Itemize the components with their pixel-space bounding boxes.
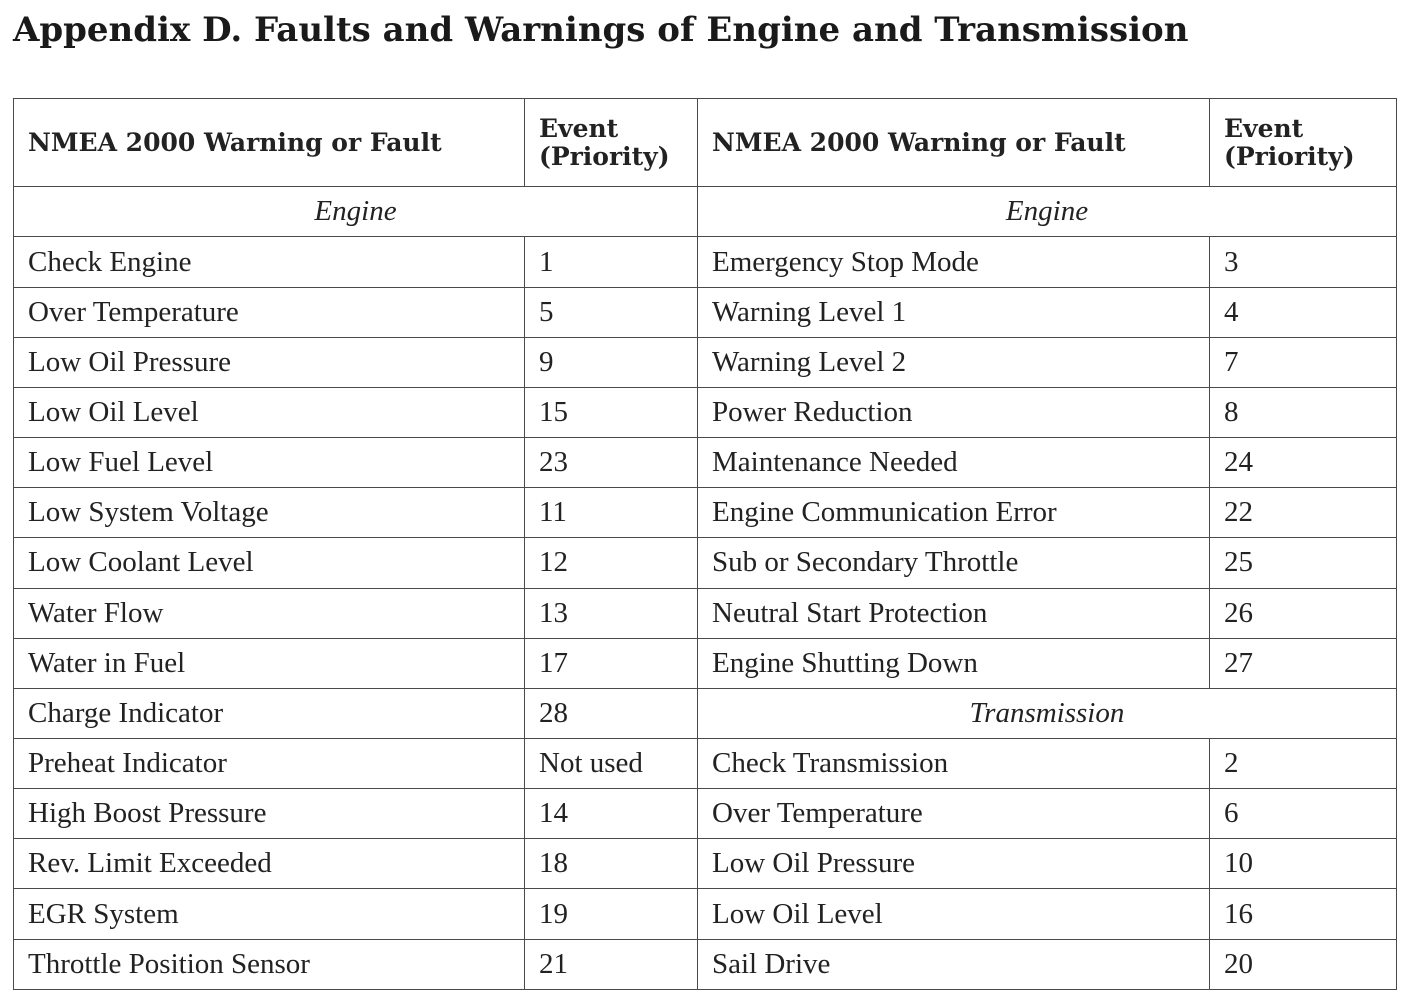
table-body — [14, 99, 1397, 990]
table-row — [14, 789, 1397, 839]
event-cell-right: 16 — [1210, 889, 1397, 939]
table-row — [14, 638, 1397, 688]
event-cell-left: 13 — [525, 588, 698, 638]
fault-cell-right: Power Reduction — [698, 387, 1210, 437]
fault-cell-left: Throttle Position Sensor — [14, 939, 525, 989]
event-cell-right: 20 — [1210, 939, 1397, 989]
table-row — [14, 237, 1397, 287]
event-cell-right: 24 — [1210, 438, 1397, 488]
table-row — [14, 438, 1397, 488]
event-cell-left: 12 — [525, 538, 698, 588]
table-row — [14, 889, 1397, 939]
table-row — [14, 839, 1397, 889]
event-cell-right: 2 — [1210, 739, 1397, 789]
fault-cell-right: Neutral Start Protection — [698, 588, 1210, 638]
column-header-fault-left: NMEA 2000 Warning or Fault — [14, 99, 525, 187]
event-cell-right: 6 — [1210, 789, 1397, 839]
column-header-event-right — [1210, 99, 1397, 187]
column-header-event-left — [525, 99, 698, 187]
event-cell-left: 1 — [525, 237, 698, 287]
event-cell-right: 8 — [1210, 387, 1397, 437]
event-cell-left: 18 — [525, 839, 698, 889]
fault-cell-right: Over Temperature — [698, 789, 1210, 839]
fault-cell-left: Rev. Limit Exceeded — [14, 839, 525, 889]
fault-cell-right: Emergency Stop Mode — [698, 237, 1210, 287]
table-row — [14, 287, 1397, 337]
column-header-fault-right: NMEA 2000 Warning or Fault — [698, 99, 1210, 187]
event-cell-left: 19 — [525, 889, 698, 939]
event-cell-left: 28 — [525, 688, 698, 738]
column-header-event-right-line1: Event — [1224, 113, 1304, 143]
fault-cell-left: EGR System — [14, 889, 525, 939]
section-label-engine-right: Engine — [698, 187, 1397, 237]
table-row — [14, 387, 1397, 437]
table-row — [14, 739, 1397, 789]
event-cell-right: 22 — [1210, 488, 1397, 538]
fault-cell-right: Engine Shutting Down — [698, 638, 1210, 688]
event-cell-right: 4 — [1210, 287, 1397, 337]
column-header-event-left-line2: (Priority) — [539, 141, 670, 171]
event-cell-left: 21 — [525, 939, 698, 989]
fault-cell-left: Charge Indicator — [14, 688, 525, 738]
fault-cell-left: High Boost Pressure — [14, 789, 525, 839]
table-row — [14, 337, 1397, 387]
column-header-event-right-line2: (Priority) — [1224, 141, 1355, 171]
event-cell-left: 14 — [525, 789, 698, 839]
page-title: Appendix D. Faults and Warnings of Engine and Transmission — [13, 10, 1189, 50]
fault-cell-right: Warning Level 1 — [698, 287, 1210, 337]
table-row — [14, 939, 1397, 989]
event-cell-left: 17 — [525, 638, 698, 688]
event-cell-right: 3 — [1210, 237, 1397, 287]
section-label-engine-left: Engine — [14, 187, 698, 237]
fault-cell-right: Low Oil Pressure — [698, 839, 1210, 889]
event-cell-right: 25 — [1210, 538, 1397, 588]
fault-cell-left: Low System Voltage — [14, 488, 525, 538]
fault-cell-left: Preheat Indicator — [14, 739, 525, 789]
fault-cell-left: Low Fuel Level — [14, 438, 525, 488]
fault-cell-left: Water in Fuel — [14, 638, 525, 688]
table-row — [14, 488, 1397, 538]
fault-cell-left: Water Flow — [14, 588, 525, 638]
event-cell-left: 5 — [525, 287, 698, 337]
fault-cell-left: Over Temperature — [14, 287, 525, 337]
fault-cell-right: Sub or Secondary Throttle — [698, 538, 1210, 588]
event-cell-left: 11 — [525, 488, 698, 538]
table-row — [14, 538, 1397, 588]
event-cell-left: 15 — [525, 387, 698, 437]
fault-cell-left: Low Oil Pressure — [14, 337, 525, 387]
fault-cell-left: Low Coolant Level — [14, 538, 525, 588]
header-row — [14, 99, 1397, 187]
event-cell-left: 9 — [525, 337, 698, 387]
table-row — [14, 588, 1397, 638]
event-cell-right: 7 — [1210, 337, 1397, 387]
event-cell-right: 10 — [1210, 839, 1397, 889]
fault-cell-right: Maintenance Needed — [698, 438, 1210, 488]
fault-cell-left: Check Engine — [14, 237, 525, 287]
event-cell-right: 27 — [1210, 638, 1397, 688]
event-cell-right: 26 — [1210, 588, 1397, 638]
fault-cell-right: Engine Communication Error — [698, 488, 1210, 538]
event-cell-left: 23 — [525, 438, 698, 488]
table-row — [14, 688, 1397, 738]
column-header-event-left-line1: Event — [539, 113, 619, 143]
section-row-engine — [14, 187, 1397, 237]
faults-warnings-table — [13, 98, 1397, 990]
fault-cell-right: Sail Drive — [698, 939, 1210, 989]
fault-cell-right: Low Oil Level — [698, 889, 1210, 939]
fault-cell-left: Low Oil Level — [14, 387, 525, 437]
fault-cell-right: Check Transmission — [698, 739, 1210, 789]
fault-cell-right: Warning Level 2 — [698, 337, 1210, 387]
section-label-transmission: Transmission — [698, 688, 1397, 738]
event-cell-left: Not used — [525, 739, 698, 789]
